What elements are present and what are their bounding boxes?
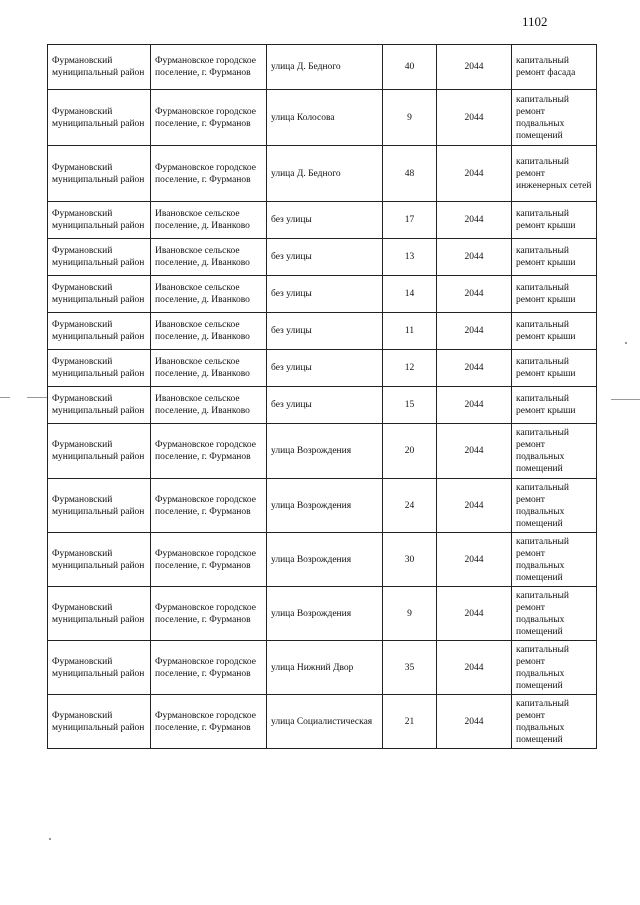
page-number: 1102 [522, 14, 548, 29]
house-number-cell: 9 [383, 587, 437, 641]
repair-schedule-table [47, 44, 597, 749]
settlement-cell: Фурмановское городское поселение, г. Фурманов [151, 45, 267, 90]
work-type-cell: капитальный ремонт подвальных помещений [512, 641, 597, 695]
house-number-cell: 21 [383, 695, 437, 749]
house-number-cell: 15 [383, 387, 437, 424]
scan-dot [49, 838, 51, 840]
settlement-cell: Фурмановское городское поселение, г. Фурманов [151, 533, 267, 587]
year-cell: 2044 [437, 90, 512, 146]
work-type-cell: капитальный ремонт инженерных сетей [512, 146, 597, 202]
district-cell: Фурмановский муниципальный район [48, 424, 151, 479]
street-cell: без улицы [267, 387, 383, 424]
street-cell: улица Д. Бедного [267, 45, 383, 90]
house-number-cell: 35 [383, 641, 437, 695]
work-type-cell: капитальный ремонт крыши [512, 239, 597, 276]
settlement-cell: Фурмановское городское поселение, г. Фурманов [151, 695, 267, 749]
settlement-cell: Ивановское сельское поселение, д. Иванково [151, 239, 267, 276]
work-type-cell: капитальный ремонт крыши [512, 276, 597, 313]
street-cell: улица Возрождения [267, 533, 383, 587]
year-cell: 2044 [437, 276, 512, 313]
work-type-cell: капитальный ремонт подвальных помещений [512, 90, 597, 146]
street-cell: улица Возрождения [267, 424, 383, 479]
table-row [48, 276, 597, 313]
table-row [48, 424, 597, 479]
scan-mark [611, 399, 640, 400]
work-type-cell: капитальный ремонт подвальных помещений [512, 533, 597, 587]
street-cell: улица Колосова [267, 90, 383, 146]
house-number-cell: 40 [383, 45, 437, 90]
year-cell: 2044 [437, 387, 512, 424]
year-cell: 2044 [437, 239, 512, 276]
year-cell: 2044 [437, 479, 512, 533]
settlement-cell: Ивановское сельское поселение, д. Иванково [151, 202, 267, 239]
settlement-cell: Фурмановское городское поселение, г. Фурманов [151, 146, 267, 202]
district-cell: Фурмановский муниципальный район [48, 202, 151, 239]
year-cell: 2044 [437, 146, 512, 202]
house-number-cell: 24 [383, 479, 437, 533]
settlement-cell: Фурмановское городское поселение, г. Фурманов [151, 90, 267, 146]
settlement-cell: Фурмановское городское поселение, г. Фурманов [151, 587, 267, 641]
year-cell: 2044 [437, 533, 512, 587]
house-number-cell: 48 [383, 146, 437, 202]
table-row [48, 695, 597, 749]
district-cell: Фурмановский муниципальный район [48, 350, 151, 387]
table-row [48, 350, 597, 387]
district-cell: Фурмановский муниципальный район [48, 641, 151, 695]
work-type-cell: капитальный ремонт фасада [512, 45, 597, 90]
district-cell: Фурмановский муниципальный район [48, 587, 151, 641]
year-cell: 2044 [437, 350, 512, 387]
settlement-cell: Фурмановское городское поселение, г. Фурманов [151, 479, 267, 533]
street-cell: без улицы [267, 276, 383, 313]
year-cell: 2044 [437, 587, 512, 641]
district-cell: Фурмановский муниципальный район [48, 695, 151, 749]
table-row [48, 45, 597, 90]
table-row [48, 387, 597, 424]
house-number-cell: 12 [383, 350, 437, 387]
work-type-cell: капитальный ремонт подвальных помещений [512, 424, 597, 479]
district-cell: Фурмановский муниципальный район [48, 479, 151, 533]
house-number-cell: 30 [383, 533, 437, 587]
house-number-cell: 9 [383, 90, 437, 146]
year-cell: 2044 [437, 313, 512, 350]
district-cell: Фурмановский муниципальный район [48, 146, 151, 202]
table-row [48, 479, 597, 533]
work-type-cell: капитальный ремонт подвальных помещений [512, 479, 597, 533]
settlement-cell: Ивановское сельское поселение, д. Иванково [151, 387, 267, 424]
district-cell: Фурмановский муниципальный район [48, 387, 151, 424]
year-cell: 2044 [437, 424, 512, 479]
district-cell: Фурмановский муниципальный район [48, 45, 151, 90]
work-type-cell: капитальный ремонт крыши [512, 313, 597, 350]
year-cell: 2044 [437, 695, 512, 749]
year-cell: 2044 [437, 641, 512, 695]
district-cell: Фурмановский муниципальный район [48, 239, 151, 276]
street-cell: без улицы [267, 313, 383, 350]
table-row [48, 641, 597, 695]
table-row [48, 239, 597, 276]
street-cell: без улицы [267, 239, 383, 276]
street-cell: улица Социалистическая [267, 695, 383, 749]
scan-mark [0, 397, 10, 398]
house-number-cell: 17 [383, 202, 437, 239]
settlement-cell: Ивановское сельское поселение, д. Иванково [151, 276, 267, 313]
work-type-cell: капитальный ремонт крыши [512, 202, 597, 239]
work-type-cell: капитальный ремонт подвальных помещений [512, 695, 597, 749]
year-cell: 2044 [437, 202, 512, 239]
district-cell: Фурмановский муниципальный район [48, 276, 151, 313]
work-type-cell: капитальный ремонт крыши [512, 387, 597, 424]
table-row [48, 313, 597, 350]
street-cell: улица Возрождения [267, 587, 383, 641]
settlement-cell: Фурмановское городское поселение, г. Фурманов [151, 424, 267, 479]
street-cell: улица Д. Бедного [267, 146, 383, 202]
scan-dot [625, 342, 627, 344]
settlement-cell: Ивановское сельское поселение, д. Иванково [151, 313, 267, 350]
settlement-cell: Фурмановское городское поселение, г. Фурманов [151, 641, 267, 695]
street-cell: без улицы [267, 202, 383, 239]
house-number-cell: 14 [383, 276, 437, 313]
work-type-cell: капитальный ремонт крыши [512, 350, 597, 387]
table-row [48, 587, 597, 641]
table-row [48, 146, 597, 202]
settlement-cell: Ивановское сельское поселение, д. Иванково [151, 350, 267, 387]
district-cell: Фурмановский муниципальный район [48, 90, 151, 146]
table-row [48, 202, 597, 239]
table-row [48, 533, 597, 587]
district-cell: Фурмановский муниципальный район [48, 533, 151, 587]
scan-mark [27, 397, 47, 398]
house-number-cell: 11 [383, 313, 437, 350]
district-cell: Фурмановский муниципальный район [48, 313, 151, 350]
work-type-cell: капитальный ремонт подвальных помещений [512, 587, 597, 641]
house-number-cell: 20 [383, 424, 437, 479]
house-number-cell: 13 [383, 239, 437, 276]
street-cell: улица Возрождения [267, 479, 383, 533]
street-cell: без улицы [267, 350, 383, 387]
table-row [48, 90, 597, 146]
street-cell: улица Нижний Двор [267, 641, 383, 695]
year-cell: 2044 [437, 45, 512, 90]
